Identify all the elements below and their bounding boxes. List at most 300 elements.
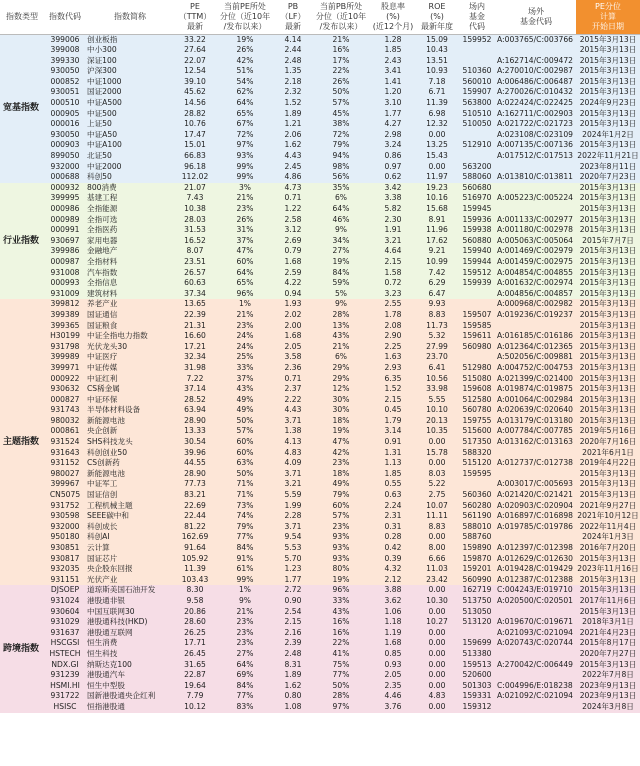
table-cell: 光伏龙头30 xyxy=(86,342,174,353)
table-cell: A:016897/C:016898 xyxy=(496,511,576,522)
table-cell: 0.00 xyxy=(416,681,458,692)
table-cell: 8.83 xyxy=(416,522,458,533)
table-row xyxy=(0,98,640,109)
table-cell: 科创创业50 xyxy=(86,448,174,459)
table-cell: 6% xyxy=(312,193,370,204)
table-cell: 2015年3月13日 xyxy=(576,331,640,342)
table-cell: 22.07 xyxy=(174,56,216,67)
table-cell: 3.12 xyxy=(274,225,312,236)
table-cell: 9% xyxy=(312,299,370,310)
table-cell: 0.71 xyxy=(274,193,312,204)
table-cell: 中证红利 xyxy=(86,374,174,385)
table-cell: 83% xyxy=(216,702,274,713)
table-cell: 159595 xyxy=(458,469,496,480)
table-cell: 159611 xyxy=(458,331,496,342)
table-cell: 560360 xyxy=(458,490,496,501)
table-cell: HSTECH xyxy=(44,649,86,660)
table-cell: 19% xyxy=(216,34,274,45)
table-cell: 37.34 xyxy=(174,289,216,300)
table-cell: 3.62 xyxy=(370,596,416,607)
table-cell: 19.23 xyxy=(416,183,458,194)
table-cell: 560280 xyxy=(458,501,496,512)
table-cell: CS创新药 xyxy=(86,458,174,469)
table-cell: 65% xyxy=(216,278,274,289)
table-cell: A:003017/C:005693 xyxy=(496,479,576,490)
table-row xyxy=(0,119,640,130)
table-cell: 创业板指 xyxy=(86,34,174,45)
table-cell: 159201 xyxy=(458,564,496,575)
table-cell: A:019670/C:019671 xyxy=(496,617,576,628)
table-cell: 2015年3月13日 xyxy=(576,352,640,363)
table-cell: 半导体材料设备 xyxy=(86,405,174,416)
table-cell: 22.39 xyxy=(174,310,216,321)
table-cell: A:016185/C:016186 xyxy=(496,331,576,342)
table-row xyxy=(0,395,640,406)
table-row xyxy=(0,638,640,649)
table-cell: 3.41 xyxy=(370,66,416,77)
table-row xyxy=(0,660,640,671)
table-cell: 931637 xyxy=(44,628,86,639)
table-cell: 17.62 xyxy=(416,236,458,247)
table-cell: 16.52 xyxy=(174,236,216,247)
table-cell: A:019236/C:019237 xyxy=(496,310,576,321)
table-cell: 23% xyxy=(216,204,274,215)
header-cell-pe-start: PE分位 计算 开始日期 xyxy=(576,0,640,34)
table-row xyxy=(0,617,640,628)
table-cell: 恒生中型股 xyxy=(86,681,174,692)
table-cell: 0.00 xyxy=(416,660,458,671)
table-row xyxy=(0,384,640,395)
table-cell: 恒生消费 xyxy=(86,638,174,649)
table-cell: 中证A500 xyxy=(86,98,174,109)
table-cell: 45% xyxy=(312,109,370,120)
table-cell: 399812 xyxy=(44,299,86,310)
table-row xyxy=(0,501,640,512)
table-cell: 10.76 xyxy=(174,119,216,130)
table-cell: 0.00 xyxy=(416,437,458,448)
table-cell: 10.12 xyxy=(174,702,216,713)
table-cell: 恒指港股通 xyxy=(86,702,174,713)
table-cell: 2015年3月13日 xyxy=(576,268,640,279)
table-cell: 0.00 xyxy=(416,162,458,173)
table-cell: A:022424/C:022425 xyxy=(496,98,576,109)
table-cell: 515080 xyxy=(458,374,496,385)
table-cell: 20.13 xyxy=(416,416,458,427)
table-cell xyxy=(458,45,496,56)
table-cell: 931722 xyxy=(44,691,86,702)
table-cell: A:013179/C:013180 xyxy=(496,416,576,427)
category-label: 主题指数 xyxy=(0,299,44,585)
table-cell: 11.39 xyxy=(416,98,458,109)
table-cell: 1.13 xyxy=(370,458,416,469)
table-cell xyxy=(496,702,576,713)
table-cell: 6.35 xyxy=(370,374,416,385)
table-cell: 全指信息 xyxy=(86,278,174,289)
table-cell: 2015年3月13日 xyxy=(576,109,640,120)
table-cell: 63% xyxy=(216,458,274,469)
table-cell xyxy=(458,130,496,141)
table-cell: 513050 xyxy=(458,607,496,618)
table-cell: HSMI.HI xyxy=(44,681,86,692)
table-cell: 26% xyxy=(216,45,274,56)
table-cell: 34% xyxy=(312,236,370,247)
table-cell: 83.21 xyxy=(174,490,216,501)
table-cell: 399995 xyxy=(44,193,86,204)
table-cell: 25% xyxy=(216,352,274,363)
table-cell: 纳斯达克100 xyxy=(86,660,174,671)
table-cell: A:003765/C:003766 xyxy=(496,34,576,45)
table-cell: 2015年3月13日 xyxy=(576,215,640,226)
table-cell xyxy=(496,469,576,480)
table-cell: 560980 xyxy=(458,342,496,353)
table-cell: A:007784/C:007785 xyxy=(496,426,576,437)
table-cell: 1.23 xyxy=(274,564,312,575)
table-cell: 932035 xyxy=(44,564,86,575)
table-cell: 9% xyxy=(312,225,370,236)
table-cell: 3.21 xyxy=(370,236,416,247)
table-cell: 中国互联网30 xyxy=(86,607,174,618)
table-cell: 588010 xyxy=(458,522,496,533)
table-cell: 7.18 xyxy=(416,77,458,88)
table-row xyxy=(0,479,640,490)
table-cell: A:004856/C:004857 xyxy=(496,289,576,300)
table-cell: 18% xyxy=(312,469,370,480)
table-cell: 2023年9月13日 xyxy=(576,681,640,692)
table-cell: 2015年3月13日 xyxy=(576,34,640,45)
table-cell: 科创AI xyxy=(86,532,174,543)
table-cell: A:021092/C:021094 xyxy=(496,691,576,702)
table-cell: A:013162/C:013163 xyxy=(496,437,576,448)
table-cell: 60.63 xyxy=(174,278,216,289)
table-cell: 77.73 xyxy=(174,479,216,490)
table-cell: 2.72 xyxy=(274,585,312,596)
category-label: 行业指数 xyxy=(0,183,44,300)
table-cell: 2021年9月27日 xyxy=(576,501,640,512)
table-cell: 000993 xyxy=(44,278,86,289)
table-cell: 931239 xyxy=(44,670,86,681)
table-cell: 2024年1月2日 xyxy=(576,130,640,141)
table-cell: 66.83 xyxy=(174,151,216,162)
table-cell: 42% xyxy=(216,56,274,67)
table-cell: 13.51 xyxy=(416,56,458,67)
table-cell: 930050 xyxy=(44,130,86,141)
table-cell: 3.24 xyxy=(370,140,416,151)
table-cell: 2015年3月13日 xyxy=(576,554,640,565)
table-cell: 30.54 xyxy=(174,437,216,448)
table-cell: 930051 xyxy=(44,87,86,98)
table-cell: 84% xyxy=(216,681,274,692)
table-cell: 2.69 xyxy=(274,236,312,247)
table-row xyxy=(0,45,640,56)
table-cell: 399986 xyxy=(44,246,86,257)
table-cell: 91.64 xyxy=(174,543,216,554)
table-cell: 6.98 xyxy=(416,109,458,120)
table-cell: 2.30 xyxy=(370,215,416,226)
table-cell: 1.21 xyxy=(274,119,312,130)
table-cell: 159940 xyxy=(458,246,496,257)
table-cell: 72% xyxy=(216,130,274,141)
table-cell: 159939 xyxy=(458,278,496,289)
table-cell: 国新港股通央企红利 xyxy=(86,691,174,702)
table-cell: 930851 xyxy=(44,543,86,554)
table-cell: 0.00 xyxy=(416,585,458,596)
table-cell: 9.93 xyxy=(416,299,458,310)
table-cell: 北证50 xyxy=(86,151,174,162)
table-cell: 0.93 xyxy=(370,660,416,671)
table-cell: 3.58 xyxy=(274,352,312,363)
table-cell: DJSOEP xyxy=(44,585,86,596)
table-cell: 10.56 xyxy=(416,374,458,385)
table-cell: 105.92 xyxy=(174,554,216,565)
table-cell: 000827 xyxy=(44,395,86,406)
table-cell: 汽车指数 xyxy=(86,268,174,279)
table-cell: 2.58 xyxy=(274,215,312,226)
table-cell: 399967 xyxy=(44,479,86,490)
table-cell: 96% xyxy=(216,289,274,300)
table-row xyxy=(0,374,640,385)
table-cell: 工程机械主题 xyxy=(86,501,174,512)
table-cell: A:012364/C:012365 xyxy=(496,342,576,353)
table-cell: 1% xyxy=(216,585,274,596)
table-cell: 931152 xyxy=(44,458,86,469)
table-cell: A:162714/C:009472 xyxy=(496,56,576,67)
table-cell: 932000 xyxy=(44,162,86,173)
table-row xyxy=(0,405,640,416)
table-cell: 21% xyxy=(312,34,370,45)
table-cell: 新能源电池 xyxy=(86,416,174,427)
table-cell: 全指能源 xyxy=(86,204,174,215)
table-cell: 10.10 xyxy=(416,405,458,416)
table-row xyxy=(0,522,640,533)
table-cell: A:502056/C:009881 xyxy=(496,352,576,363)
table-cell: 2018年3月1日 xyxy=(576,617,640,628)
table-cell: 11.03 xyxy=(416,564,458,575)
table-cell: 93% xyxy=(312,543,370,554)
table-cell: 2015年3月13日 xyxy=(576,66,640,77)
table-row xyxy=(0,289,640,300)
table-cell: 2015年3月13日 xyxy=(576,321,640,332)
table-cell: 8.91 xyxy=(416,215,458,226)
table-cell: 11.96 xyxy=(416,225,458,236)
table-cell: 中证A100 xyxy=(86,140,174,151)
table-cell: 23% xyxy=(216,638,274,649)
table-cell: 399006 xyxy=(44,34,86,45)
table-cell: 930632 xyxy=(44,384,86,395)
table-cell: 5.55 xyxy=(416,395,458,406)
header-cell: ROE (%) 最新年度 xyxy=(416,0,458,34)
table-cell: 2015年3月13日 xyxy=(576,469,640,480)
table-row xyxy=(0,511,640,522)
table-cell: 84% xyxy=(312,268,370,279)
table-cell: 国证通信 xyxy=(86,310,174,321)
table-cell: 931008 xyxy=(44,268,86,279)
table-cell: 17.21 xyxy=(174,342,216,353)
table-cell: CS稀金属 xyxy=(86,384,174,395)
table-cell: 7.79 xyxy=(174,691,216,702)
table-cell: 77% xyxy=(216,691,274,702)
table-cell: 20.86 xyxy=(174,607,216,618)
table-cell: 16% xyxy=(312,617,370,628)
table-cell xyxy=(496,532,576,543)
table-cell: 28.60 xyxy=(174,617,216,628)
table-cell: 57% xyxy=(312,98,370,109)
table-cell: 931752 xyxy=(44,501,86,512)
table-cell: 1.68 xyxy=(274,331,312,342)
table-cell: 93% xyxy=(216,151,274,162)
table-cell: 14.56 xyxy=(174,98,216,109)
table-cell: 159944 xyxy=(458,257,496,268)
table-cell: 560680 xyxy=(458,183,496,194)
table-cell: 99% xyxy=(216,172,274,183)
table-cell: A:005063/C:005064 xyxy=(496,236,576,247)
table-cell: 12% xyxy=(312,384,370,395)
table-cell: 42% xyxy=(312,448,370,459)
table-cell: 2015年3月13日 xyxy=(576,87,640,98)
table-cell: 112.02 xyxy=(174,172,216,183)
table-row xyxy=(0,607,640,618)
table-cell: 37% xyxy=(216,374,274,385)
table-cell: 2015年3月13日 xyxy=(576,395,640,406)
table-cell: 2015年3月13日 xyxy=(576,119,640,130)
table-cell: 0.45 xyxy=(370,405,416,416)
table-cell: 2015年3月13日 xyxy=(576,299,640,310)
category-label: 宽基指数 xyxy=(0,34,44,183)
table-cell: 399365 xyxy=(44,321,86,332)
table-cell: 0.85 xyxy=(370,649,416,660)
table-cell: 26.57 xyxy=(174,268,216,279)
table-cell: 5.22 xyxy=(416,479,458,490)
table-cell: A:004854/C:004855 xyxy=(496,268,576,279)
table-cell: 2020年7月27日 xyxy=(576,649,640,660)
table-cell: 399989 xyxy=(44,352,86,363)
table-cell: 931009 xyxy=(44,289,86,300)
table-cell: 23% xyxy=(216,321,274,332)
table-cell: 2015年3月13日 xyxy=(576,204,640,215)
table-cell: 516970 xyxy=(458,193,496,204)
table-cell: 深证100 xyxy=(86,56,174,67)
table-cell: 96.18 xyxy=(174,162,216,173)
table-cell: 26% xyxy=(216,215,274,226)
table-cell: 10.35 xyxy=(416,426,458,437)
header-cell: PB （LF） 最新 xyxy=(274,0,312,34)
table-cell: 65% xyxy=(216,109,274,120)
table-cell: 5.32 xyxy=(416,331,458,342)
table-cell: 2.06 xyxy=(274,130,312,141)
table-cell: 512980 xyxy=(458,363,496,374)
table-cell: 39.96 xyxy=(174,448,216,459)
table-cell: 2015年3月13日 xyxy=(576,416,640,427)
table-cell: 1.99 xyxy=(274,501,312,512)
table-cell: 000852 xyxy=(44,77,86,88)
header-cell: 指数简称 xyxy=(86,0,174,34)
table-cell: 000905 xyxy=(44,109,86,120)
table-cell: 103.43 xyxy=(174,575,216,586)
header-cell: 指数代码 xyxy=(44,0,86,34)
table-cell: 399971 xyxy=(44,363,86,374)
table-cell: 2015年3月13日 xyxy=(576,660,640,671)
table-body xyxy=(0,34,640,713)
table-cell: 0.00 xyxy=(416,649,458,660)
table-cell: 家用电器 xyxy=(86,236,174,247)
table-cell: A:019785/C:019786 xyxy=(496,522,576,533)
table-cell: 399008 xyxy=(44,45,86,56)
table-cell: 10.38 xyxy=(174,204,216,215)
table-cell: 4.43 xyxy=(274,405,312,416)
table-cell: 931151 xyxy=(44,575,86,586)
table-cell: 2015年3月13日 xyxy=(576,575,640,586)
table-cell: 2015年3月13日 xyxy=(576,310,640,321)
table-cell xyxy=(496,45,576,56)
table-row xyxy=(0,585,640,596)
table-cell xyxy=(496,321,576,332)
table-cell xyxy=(496,670,576,681)
table-cell: 4.83 xyxy=(274,448,312,459)
table-cell: 56% xyxy=(312,172,370,183)
table-cell: 11.97 xyxy=(416,172,458,183)
table-cell: 2.15 xyxy=(370,395,416,406)
table-cell: 2015年7月7日 xyxy=(576,236,640,247)
table-cell: 4.09 xyxy=(274,458,312,469)
table-cell: 0.39 xyxy=(370,554,416,565)
table-cell: 2021年10月12日 xyxy=(577,511,639,521)
table-cell: 588760 xyxy=(458,532,496,543)
table-cell: 159890 xyxy=(458,543,496,554)
table-cell: 45.62 xyxy=(174,87,216,98)
table-cell: A:001459/C:002975 xyxy=(496,257,576,268)
table-cell: 10.43 xyxy=(416,45,458,56)
table-cell: 3.76 xyxy=(370,702,416,713)
table-row xyxy=(0,543,640,554)
table-cell: HSISC xyxy=(44,702,86,713)
table-cell: 67% xyxy=(216,119,274,130)
table-cell: A:012737/C:012738 xyxy=(496,458,576,469)
table-cell: 基建工程 xyxy=(86,193,174,204)
table-cell: 2015年3月13日 xyxy=(576,607,640,618)
table-cell: 15.78 xyxy=(416,448,458,459)
table-cell: 510360 xyxy=(458,66,496,77)
table-cell: 科创50 xyxy=(86,172,174,183)
table-cell: 2.37 xyxy=(274,384,312,395)
table-cell: 15.68 xyxy=(416,204,458,215)
table-cell xyxy=(458,299,496,310)
table-cell: H30199 xyxy=(44,331,86,342)
table-cell: 159938 xyxy=(458,225,496,236)
table-cell: 501303 xyxy=(458,681,496,692)
table-cell: 国证2000 xyxy=(86,87,174,98)
table-cell: 3.42 xyxy=(370,183,416,194)
table-cell: 31.53 xyxy=(174,225,216,236)
table-cell: 6.29 xyxy=(416,278,458,289)
table-cell: 2020年7月23日 xyxy=(576,172,640,183)
table-row xyxy=(0,458,640,469)
table-cell: 0.94 xyxy=(274,289,312,300)
table-cell: 71% xyxy=(216,479,274,490)
table-cell: 563800 xyxy=(458,98,496,109)
table-cell: 159513 xyxy=(458,660,496,671)
table-cell: 2015年3月13日 xyxy=(576,405,640,416)
table-cell: 1.19 xyxy=(370,628,416,639)
table-cell: 2.75 xyxy=(416,490,458,501)
table-cell: 10.16 xyxy=(416,193,458,204)
table-cell: 1.85 xyxy=(370,45,416,56)
table-row xyxy=(0,140,640,151)
table-cell: 931743 xyxy=(44,405,86,416)
table-cell: 科创成长 xyxy=(86,522,174,533)
table-cell: 26% xyxy=(312,77,370,88)
table-row xyxy=(0,257,640,268)
table-cell: 12.32 xyxy=(416,119,458,130)
table-cell: 中证医疗 xyxy=(86,352,174,363)
